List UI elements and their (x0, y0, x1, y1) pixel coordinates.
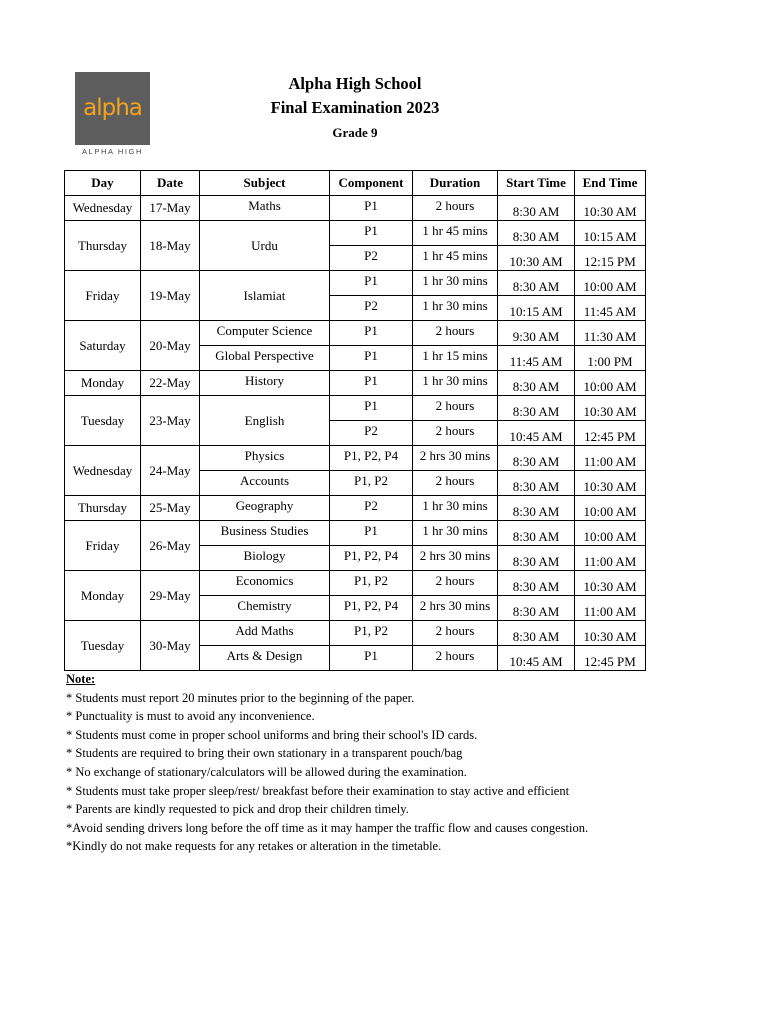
end-time-cell: 10:30 AM (575, 196, 646, 221)
duration-cell: 2 hours (413, 621, 498, 646)
component-cell: P1 (330, 396, 413, 421)
note-item: * Students must report 20 minutes prior to the beginning of the paper. (66, 690, 415, 705)
start-time-cell: 8:30 AM (498, 471, 575, 496)
school-name: Alpha High School (288, 74, 422, 93)
end-time-cell: 11:00 AM (575, 596, 646, 621)
start-time-cell: 8:30 AM (498, 596, 575, 621)
note-item: *Kindly do not make requests for any retakes or alteration in the timetable. (66, 839, 442, 854)
start-time-cell: 8:30 AM (498, 546, 575, 571)
grade-label: Grade 9 (332, 125, 378, 140)
note-item: * No exchange of stationary/calculators will be allowed during the examination. (66, 764, 467, 779)
logo-caption: ALPHA HIGH (81, 147, 143, 156)
subject-cell: Islamiat (200, 271, 330, 321)
notes-title: Note: (66, 672, 96, 686)
end-time-cell: 10:00 AM (575, 371, 646, 396)
note-item: *Avoid sending drivers long before the off time as it may hamper the traffic flow and causes congestion. (66, 820, 589, 835)
end-time-cell: 10:15 AM (575, 221, 646, 246)
component-cell: P2 (330, 496, 413, 521)
date-cell: 22-May (141, 371, 200, 396)
start-time-cell: 10:30 AM (498, 246, 575, 271)
subject-cell: Global Perspective (200, 346, 330, 371)
table-row (65, 371, 646, 396)
duration-cell: 1 hr 30 mins (413, 296, 498, 321)
logo-word: alpha (83, 95, 142, 121)
end-time-cell: 10:00 AM (575, 496, 646, 521)
component-cell: P1, P2 (330, 571, 413, 596)
component-cell: P1 (330, 221, 413, 246)
duration-cell: 2 hours (413, 421, 498, 446)
end-time-cell: 12:45 PM (575, 421, 646, 446)
note-item: * Students must come in proper school uniforms and bring their school's ID cards. (66, 727, 478, 742)
component-cell: P1 (330, 346, 413, 371)
table-row (65, 321, 646, 346)
date-cell: 26-May (141, 521, 200, 571)
start-time-cell: 8:30 AM (498, 271, 575, 296)
duration-cell: 2 hours (413, 196, 498, 221)
exam-title: Final Examination 2023 (270, 98, 440, 117)
duration-cell: 2 hours (413, 471, 498, 496)
start-time-cell: 8:30 AM (498, 621, 575, 646)
start-time-cell: 8:30 AM (498, 396, 575, 421)
table-row (65, 571, 646, 596)
day-cell: Wednesday (65, 446, 141, 496)
start-time-cell: 10:45 AM (498, 421, 575, 446)
subject-cell: Computer Science (200, 321, 330, 346)
component-cell: P1 (330, 271, 413, 296)
end-time-cell: 10:30 AM (575, 396, 646, 421)
notes-section (66, 670, 588, 856)
date-cell: 25-May (141, 496, 200, 521)
start-time-cell: 8:30 AM (498, 221, 575, 246)
component-cell: P2 (330, 421, 413, 446)
subject-cell: Geography (200, 496, 330, 521)
component-cell: P1 (330, 196, 413, 221)
header-duration: Duration (413, 171, 498, 196)
start-time-cell: 10:45 AM (498, 646, 575, 671)
header-start-time: Start Time (498, 171, 575, 196)
day-cell: Tuesday (65, 396, 141, 446)
duration-cell: 1 hr 15 mins (413, 346, 498, 371)
end-time-cell: 11:00 AM (575, 446, 646, 471)
end-time-cell: 12:15 PM (575, 246, 646, 271)
note-item: * Punctuality is must to avoid any inconvenience. (66, 709, 315, 724)
duration-cell: 1 hr 45 mins (413, 246, 498, 271)
end-time-cell: 10:00 AM (575, 271, 646, 296)
start-time-cell: 8:30 AM (498, 446, 575, 471)
day-cell: Monday (65, 571, 141, 621)
header-subject: Subject (200, 171, 330, 196)
exam-timetable (64, 170, 646, 671)
day-cell: Friday (65, 521, 141, 571)
duration-cell: 2 hrs 30 mins (413, 446, 498, 471)
day-cell: Saturday (65, 321, 141, 371)
start-time-cell: 10:15 AM (498, 296, 575, 321)
logo-mark (75, 72, 150, 145)
day-cell: Tuesday (65, 621, 141, 671)
subject-cell: Accounts (200, 471, 330, 496)
component-cell: P1 (330, 646, 413, 671)
table-row (65, 621, 646, 646)
subject-cell: Economics (200, 571, 330, 596)
end-time-cell: 10:30 AM (575, 571, 646, 596)
subject-cell: Chemistry (200, 596, 330, 621)
component-cell: P2 (330, 246, 413, 271)
duration-cell: 1 hr 30 mins (413, 271, 498, 296)
component-cell: P1, P2, P4 (330, 596, 413, 621)
duration-cell: 1 hr 30 mins (413, 371, 498, 396)
day-cell: Wednesday (65, 196, 141, 221)
duration-cell: 2 hrs 30 mins (413, 596, 498, 621)
header-day: Day (65, 171, 141, 196)
header-end-time: End Time (575, 171, 646, 196)
duration-cell: 1 hr 30 mins (413, 521, 498, 546)
duration-cell: 1 hr 30 mins (413, 496, 498, 521)
duration-cell: 2 hours (413, 646, 498, 671)
subject-cell: Physics (200, 446, 330, 471)
end-time-cell: 11:30 AM (575, 321, 646, 346)
day-cell: Thursday (65, 496, 141, 521)
subject-cell: Add Maths (200, 621, 330, 646)
component-cell: P1, P2 (330, 621, 413, 646)
note-item: * Students are required to bring their own stationary in a transparent pouch/bag (66, 746, 463, 761)
component-cell: P1 (330, 521, 413, 546)
date-cell: 18-May (141, 221, 200, 271)
subject-cell: Maths (200, 196, 330, 221)
end-time-cell: 10:30 AM (575, 621, 646, 646)
subject-cell: Business Studies (200, 521, 330, 546)
start-time-cell: 8:30 AM (498, 371, 575, 396)
end-time-cell: 12:45 PM (575, 646, 646, 671)
component-cell: P1 (330, 371, 413, 396)
duration-cell: 2 hrs 30 mins (413, 546, 498, 571)
duration-cell: 1 hr 45 mins (413, 221, 498, 246)
end-time-cell: 11:00 AM (575, 546, 646, 571)
day-cell: Monday (65, 371, 141, 396)
end-time-cell: 11:45 AM (575, 296, 646, 321)
component-cell: P2 (330, 296, 413, 321)
day-cell: Thursday (65, 221, 141, 271)
subject-cell: English (200, 396, 330, 446)
table-row (65, 221, 646, 246)
component-cell: P1, P2, P4 (330, 446, 413, 471)
end-time-cell: 10:30 AM (575, 471, 646, 496)
note-item: * Parents are kindly requested to pick and drop their children timely. (66, 802, 409, 817)
table-row (65, 271, 646, 296)
table-row (65, 496, 646, 521)
start-time-cell: 8:30 AM (498, 571, 575, 596)
subject-cell: Biology (200, 546, 330, 571)
date-cell: 17-May (141, 196, 200, 221)
start-time-cell: 8:30 AM (498, 196, 575, 221)
end-time-cell: 10:00 AM (575, 521, 646, 546)
start-time-cell: 8:30 AM (498, 521, 575, 546)
start-time-cell: 8:30 AM (498, 496, 575, 521)
subject-cell: History (200, 371, 330, 396)
table-row (65, 196, 646, 221)
date-cell: 19-May (141, 271, 200, 321)
header-component: Component (330, 171, 413, 196)
start-time-cell: 11:45 AM (498, 346, 575, 371)
day-cell: Friday (65, 271, 141, 321)
date-cell: 29-May (141, 571, 200, 621)
date-cell: 20-May (141, 321, 200, 371)
table-row (65, 521, 646, 546)
start-time-cell: 9:30 AM (498, 321, 575, 346)
school-logo (75, 72, 150, 156)
duration-cell: 2 hours (413, 396, 498, 421)
component-cell: P1, P2 (330, 471, 413, 496)
component-cell: P1 (330, 321, 413, 346)
subject-cell: Urdu (200, 221, 330, 271)
date-cell: 30-May (141, 621, 200, 671)
component-cell: P1, P2, P4 (330, 546, 413, 571)
header-date: Date (141, 171, 200, 196)
date-cell: 23-May (141, 396, 200, 446)
subject-cell: Arts & Design (200, 646, 330, 671)
table-row (65, 396, 646, 421)
duration-cell: 2 hours (413, 571, 498, 596)
duration-cell: 2 hours (413, 321, 498, 346)
end-time-cell: 1:00 PM (575, 346, 646, 371)
table-row (65, 446, 646, 471)
date-cell: 24-May (141, 446, 200, 496)
table-header-row (65, 171, 646, 196)
note-item: * Students must take proper sleep/rest/ breakfast before their examination to stay active and efficient (66, 783, 570, 798)
